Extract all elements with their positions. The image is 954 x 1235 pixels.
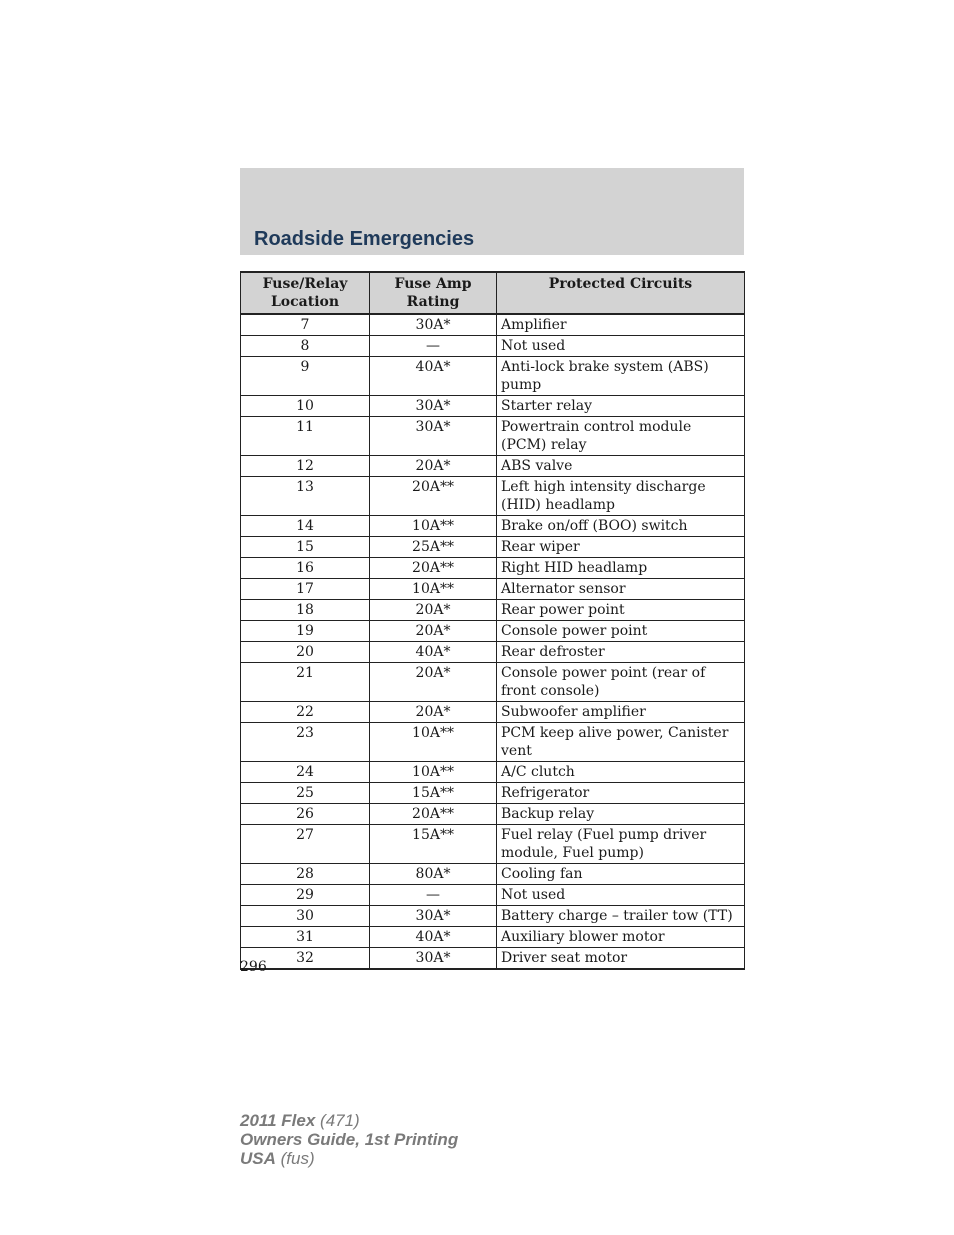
table-row bbox=[241, 663, 745, 702]
fuse-location-cell: 30 bbox=[241, 906, 370, 927]
table-row bbox=[241, 825, 745, 864]
protected-circuit-cell: Left high intensity discharge (HID) headlamp bbox=[497, 477, 745, 516]
table-row bbox=[241, 477, 745, 516]
table-row bbox=[241, 516, 745, 537]
protected-circuit-cell: Cooling fan bbox=[497, 864, 745, 885]
fuse-amp-cell: 20A* bbox=[370, 600, 497, 621]
protected-circuit-cell: Auxiliary blower motor bbox=[497, 927, 745, 948]
fuse-location-cell: 26 bbox=[241, 804, 370, 825]
fuse-amp-cell: 30A* bbox=[370, 396, 497, 417]
fuse-location-cell: 28 bbox=[241, 864, 370, 885]
fuse-amp-cell: 20A* bbox=[370, 621, 497, 642]
table-row bbox=[241, 357, 745, 396]
column-header-amp-rating: Fuse Amp Rating bbox=[370, 272, 497, 314]
fuse-location-cell: 9 bbox=[241, 357, 370, 396]
fuse-location-cell: 14 bbox=[241, 516, 370, 537]
fuse-location-cell: 19 bbox=[241, 621, 370, 642]
table-row bbox=[241, 396, 745, 417]
fuse-location-cell: 13 bbox=[241, 477, 370, 516]
fuse-location-cell: 11 bbox=[241, 417, 370, 456]
footer-model-code: (471) bbox=[320, 1111, 360, 1130]
table-row bbox=[241, 864, 745, 885]
protected-circuit-cell: Subwoofer amplifier bbox=[497, 702, 745, 723]
fuse-amp-cell: 20A** bbox=[370, 804, 497, 825]
protected-circuit-cell: Right HID headlamp bbox=[497, 558, 745, 579]
protected-circuit-cell: Console power point bbox=[497, 621, 745, 642]
fuse-amp-cell: 10A** bbox=[370, 723, 497, 762]
fuse-table bbox=[240, 271, 745, 970]
table-row bbox=[241, 314, 745, 336]
fuse-amp-cell: 40A* bbox=[370, 927, 497, 948]
footer-line-1 bbox=[240, 1111, 458, 1130]
protected-circuit-cell: Battery charge – trailer tow (TT) bbox=[497, 906, 745, 927]
fuse-location-cell: 20 bbox=[241, 642, 370, 663]
table-row bbox=[241, 723, 745, 762]
protected-circuit-cell: Brake on/off (BOO) switch bbox=[497, 516, 745, 537]
fuse-amp-cell: 30A* bbox=[370, 314, 497, 336]
protected-circuit-cell: Not used bbox=[497, 336, 745, 357]
table-row bbox=[241, 702, 745, 723]
fuse-location-cell: 23 bbox=[241, 723, 370, 762]
fuse-amp-cell: 30A* bbox=[370, 948, 497, 970]
table-row bbox=[241, 336, 745, 357]
fuse-amp-cell: 40A* bbox=[370, 357, 497, 396]
protected-circuit-cell: ABS valve bbox=[497, 456, 745, 477]
fuse-location-cell: 10 bbox=[241, 396, 370, 417]
protected-circuit-cell: Amplifier bbox=[497, 314, 745, 336]
fuse-amp-cell: 25A** bbox=[370, 537, 497, 558]
footer-guide: Owners Guide, 1st Printing bbox=[240, 1130, 459, 1149]
footer-market: USA bbox=[240, 1149, 276, 1168]
protected-circuit-cell: A/C clutch bbox=[497, 762, 745, 783]
fuse-location-cell: 21 bbox=[241, 663, 370, 702]
document-footer bbox=[240, 1111, 458, 1168]
table-header-row bbox=[241, 272, 745, 314]
protected-circuit-cell: Rear defroster bbox=[497, 642, 745, 663]
table-row bbox=[241, 642, 745, 663]
table-row bbox=[241, 783, 745, 804]
fuse-amp-cell: 20A* bbox=[370, 663, 497, 702]
fuse-location-cell: 31 bbox=[241, 927, 370, 948]
fuse-amp-cell: 20A** bbox=[370, 558, 497, 579]
fuse-amp-cell: — bbox=[370, 885, 497, 906]
fuse-location-cell: 24 bbox=[241, 762, 370, 783]
page-number: 296 bbox=[240, 959, 267, 975]
fuse-location-cell: 22 bbox=[241, 702, 370, 723]
protected-circuit-cell: Backup relay bbox=[497, 804, 745, 825]
table-row bbox=[241, 456, 745, 477]
fuse-location-cell: 15 bbox=[241, 537, 370, 558]
table-row bbox=[241, 948, 745, 970]
section-title: Roadside Emergencies bbox=[254, 228, 475, 250]
fuse-location-cell: 25 bbox=[241, 783, 370, 804]
table-row bbox=[241, 417, 745, 456]
column-header-location: Fuse/Relay Location bbox=[241, 272, 370, 314]
protected-circuit-cell: Refrigerator bbox=[497, 783, 745, 804]
table-row bbox=[241, 885, 745, 906]
protected-circuit-cell: Fuel relay (Fuel pump driver module, Fuel pump) bbox=[497, 825, 745, 864]
fuse-amp-cell: 15A** bbox=[370, 825, 497, 864]
fuse-location-cell: 8 bbox=[241, 336, 370, 357]
fuse-location-cell: 12 bbox=[241, 456, 370, 477]
table-row bbox=[241, 906, 745, 927]
footer-line-3 bbox=[240, 1149, 458, 1168]
fuse-location-cell: 27 bbox=[241, 825, 370, 864]
fuse-amp-cell: 10A** bbox=[370, 762, 497, 783]
fuse-location-cell: 7 bbox=[241, 314, 370, 336]
fuse-amp-cell: 20A** bbox=[370, 477, 497, 516]
fuse-amp-cell: 10A** bbox=[370, 579, 497, 600]
protected-circuit-cell: Starter relay bbox=[497, 396, 745, 417]
fuse-location-cell: 17 bbox=[241, 579, 370, 600]
fuse-amp-cell: 10A** bbox=[370, 516, 497, 537]
footer-market-code: (fus) bbox=[280, 1149, 315, 1168]
table-row bbox=[241, 804, 745, 825]
fuse-amp-cell: — bbox=[370, 336, 497, 357]
table-row bbox=[241, 579, 745, 600]
protected-circuit-cell: Not used bbox=[497, 885, 745, 906]
section-header-band bbox=[240, 168, 744, 255]
fuse-location-cell: 16 bbox=[241, 558, 370, 579]
fuse-amp-cell: 20A* bbox=[370, 456, 497, 477]
protected-circuit-cell: Rear wiper bbox=[497, 537, 745, 558]
table-row bbox=[241, 927, 745, 948]
protected-circuit-cell: Powertrain control module (PCM) relay bbox=[497, 417, 745, 456]
table-row bbox=[241, 537, 745, 558]
protected-circuit-cell: Alternator sensor bbox=[497, 579, 745, 600]
table-row bbox=[241, 762, 745, 783]
protected-circuit-cell: Console power point (rear of front console) bbox=[497, 663, 745, 702]
fuse-table-body bbox=[241, 314, 745, 969]
fuse-location-cell: 32 bbox=[241, 948, 370, 970]
column-header-protected-circuits: Protected Circuits bbox=[497, 272, 745, 314]
fuse-amp-cell: 15A** bbox=[370, 783, 497, 804]
table-row bbox=[241, 621, 745, 642]
protected-circuit-cell: PCM keep alive power, Canister vent bbox=[497, 723, 745, 762]
table-row bbox=[241, 600, 745, 621]
protected-circuit-cell: Anti-lock brake system (ABS) pump bbox=[497, 357, 745, 396]
fuse-location-cell: 29 bbox=[241, 885, 370, 906]
footer-model: 2011 Flex bbox=[240, 1111, 316, 1130]
fuse-location-cell: 18 bbox=[241, 600, 370, 621]
fuse-amp-cell: 20A* bbox=[370, 702, 497, 723]
fuse-amp-cell: 40A* bbox=[370, 642, 497, 663]
fuse-amp-cell: 30A* bbox=[370, 417, 497, 456]
protected-circuit-cell: Driver seat motor bbox=[497, 948, 745, 970]
fuse-amp-cell: 80A* bbox=[370, 864, 497, 885]
table-row bbox=[241, 558, 745, 579]
fuse-amp-cell: 30A* bbox=[370, 906, 497, 927]
protected-circuit-cell: Rear power point bbox=[497, 600, 745, 621]
footer-line-2 bbox=[240, 1130, 458, 1149]
